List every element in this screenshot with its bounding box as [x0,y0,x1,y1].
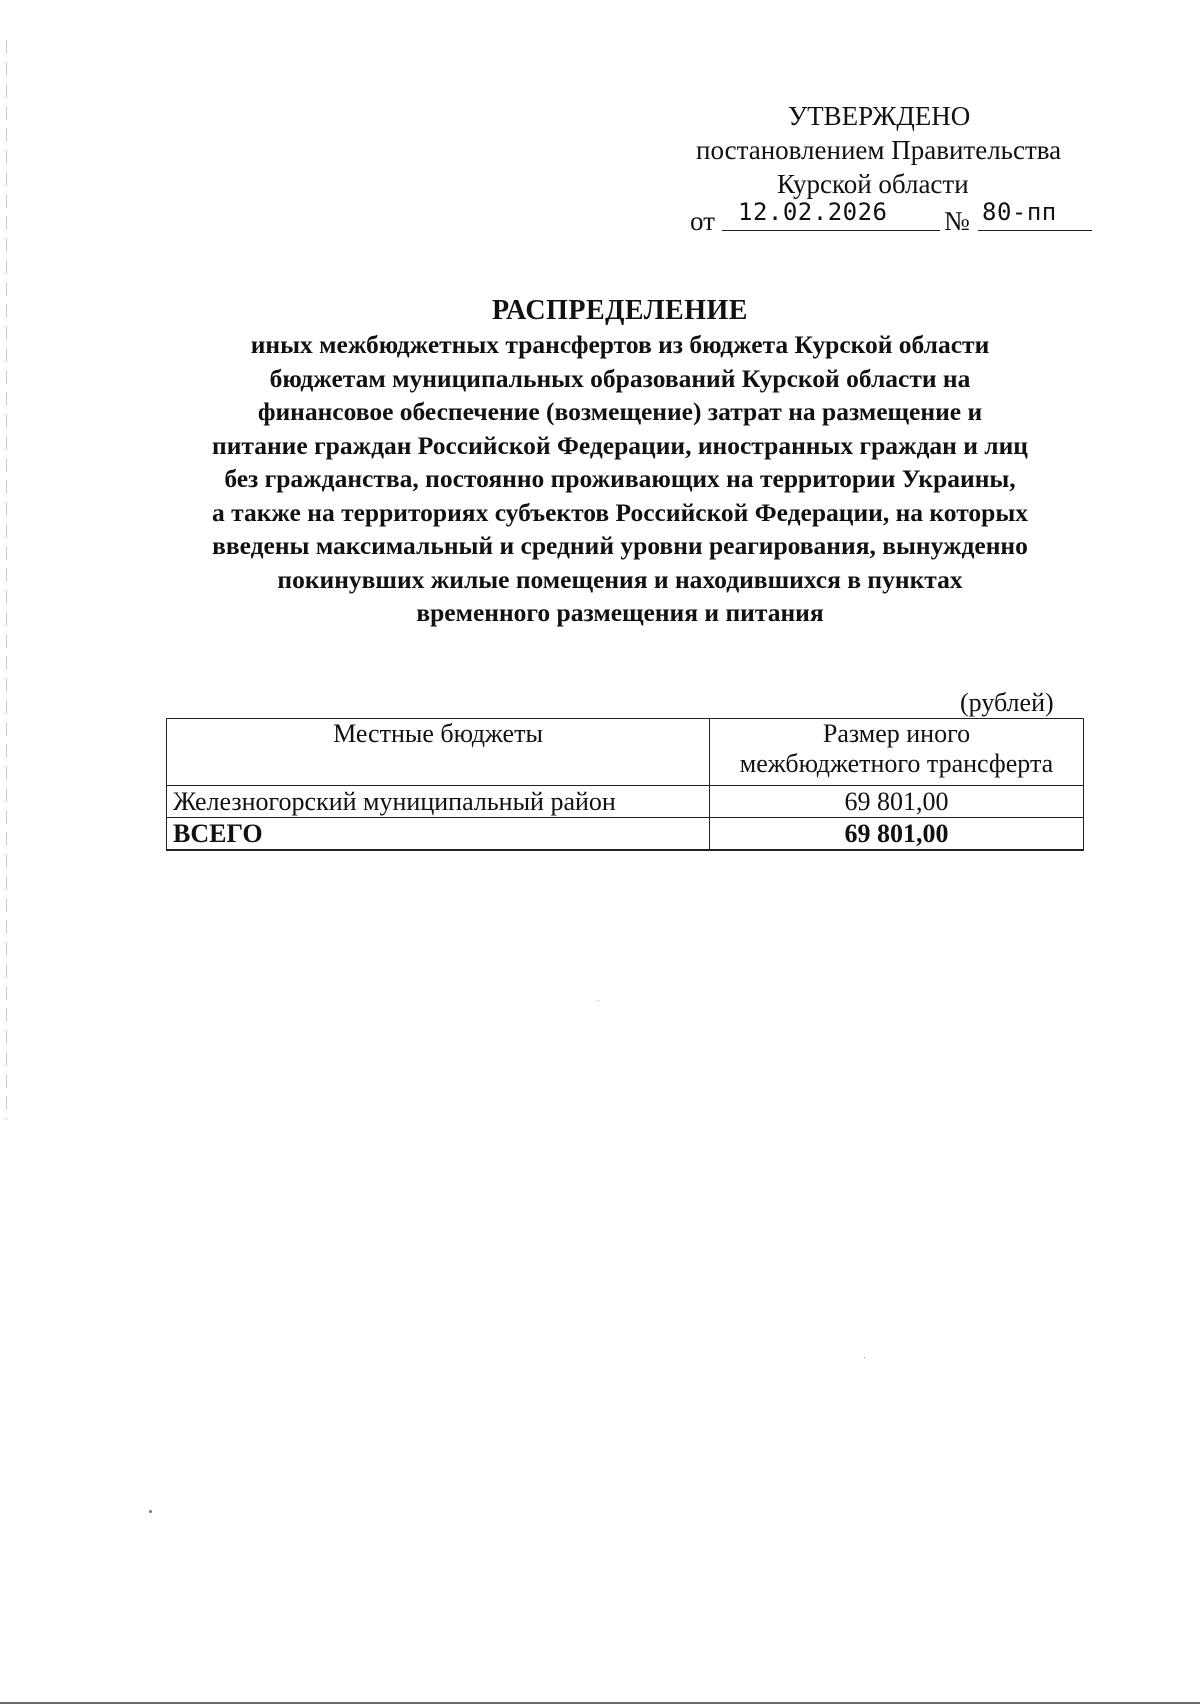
table-row [167,786,1084,818]
title-line: а также на территориях субъектов Российской Федерации, на которых [212,497,1028,527]
title-line: без гражданства, постоянно проживающих на территории Украины, [224,464,1016,493]
approval-number: 80-пп [982,198,1057,226]
title-line: введены максимальный и средний уровни реагирования, вынужденно [212,531,1028,560]
date-prefix: от [690,206,715,236]
title-heading: РАСПРЕДЕЛЕНИЕ [492,295,748,326]
header-transfer-line-2: межбюджетного трансферта [739,749,1054,778]
header-transfer-line-1: Размер иного [822,719,971,748]
header-transfer-amount [710,719,1084,786]
title-line: финансовое обеспечение (возмещение) затрат на размещение и [257,397,983,426]
row-budget-name: Железногорский муниципальный район [167,786,710,818]
total-label: ВСЕГО [167,818,710,851]
title-line: иных межбюджетных трансфертов из бюджета Курской области [250,330,990,359]
approval-status: УТВЕРЖДЕНО [788,101,971,131]
scan-speck [598,1000,599,1001]
title-line: временного размещения и питания [416,598,824,627]
scan-speck [864,1357,865,1358]
scan-edge-bottom [0,1702,1200,1704]
scan-speck [149,1510,152,1513]
document-title [150,294,1090,630]
table-header-row [167,719,1084,786]
scan-edge-left [6,40,7,1120]
title-line: бюджетам муниципальных образований Курской области на [269,363,971,393]
distribution-table [166,718,1084,851]
number-field [978,196,1092,231]
date-field [722,196,940,231]
row-transfer-value: 69 801,00 [710,786,1084,818]
approval-line-2: Курской области [777,169,969,199]
number-prefix: № [944,206,970,236]
table-total-row [167,818,1084,851]
total-value: 69 801,00 [710,818,1084,851]
approval-date: 12.02.2026 [738,198,888,226]
title-line: питание граждан Российской Федерации, иностранных граждан и лиц [212,430,1028,460]
header-local-budgets: Местные бюджеты [167,719,710,786]
units-label: (рублей) [960,688,1054,717]
approval-date-row [690,196,1100,236]
approval-line-1: постановлением Правительства [696,135,1062,165]
title-line: покинувших жилые помещения и находившихся в пунктах [277,564,963,594]
